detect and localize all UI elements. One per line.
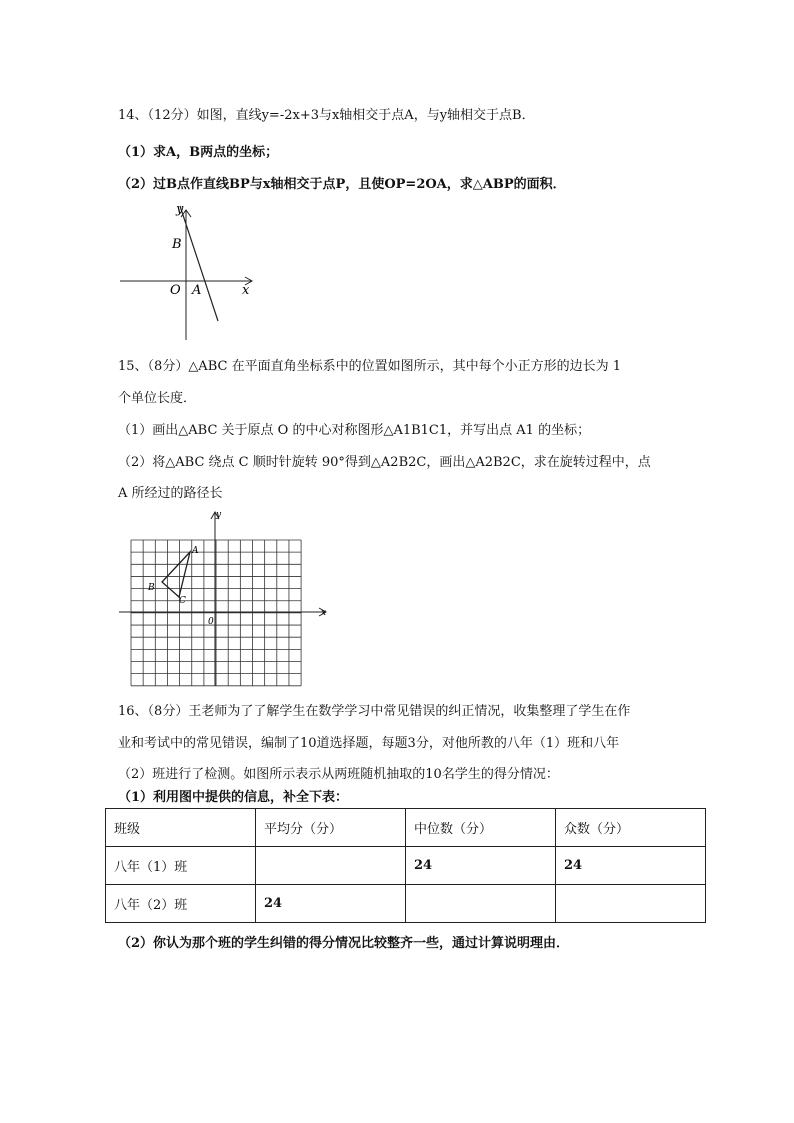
q15-title-cont: 个单位长度． xyxy=(118,391,197,406)
q15-title: 15、（8分）△ABC 在平面直角坐标系中的位置如图所示，其中每个小正方形的边长为 1 xyxy=(118,359,621,374)
q15-part2-cont: A 所经过的路径长 xyxy=(118,486,223,501)
q15-label-O: 0 xyxy=(208,617,214,627)
q14-label-A: A xyxy=(192,283,202,298)
table-cell xyxy=(256,847,406,885)
q16-part1: （1）利用图中提供的信息，补全下表： xyxy=(118,790,349,805)
q16-line2: 业和考试中的常见错误，编制了10道选择题，每题3分，对他所教的八年（1）班和八年 xyxy=(118,736,620,751)
q15-label-x: x xyxy=(321,608,327,618)
table-header-cell: 中位数（分） xyxy=(406,809,556,847)
q14-figure xyxy=(110,200,260,345)
q15-grid xyxy=(131,540,301,686)
table-header-cell: 班级 xyxy=(106,809,256,847)
table-cell: 24 xyxy=(556,847,706,885)
table-header-cell: 众数（分） xyxy=(556,809,706,847)
score-table xyxy=(105,808,706,923)
q14-part1: （1）求A，B两点的坐标； xyxy=(118,145,279,160)
table-header-row xyxy=(106,809,706,847)
table-cell: 24 xyxy=(256,885,406,923)
q14-label-x: x xyxy=(242,283,250,298)
q16-line3: （2）班进行了检测。如图所示表示从两班随机抽取的10名学生的得分情况： xyxy=(118,767,559,782)
table-cell xyxy=(556,885,706,923)
q15-label-B: B xyxy=(148,583,155,593)
table-cell: 24 xyxy=(406,847,556,885)
table-row xyxy=(106,885,706,923)
q15-part2: （2）将△ABC 绕点 C 顺时针旋转 90°得到△A2B2C，画出△A2B2C，求在旋转过程中，点 xyxy=(118,455,651,470)
q14-label-O: O xyxy=(170,283,181,298)
q14-part2: （2）过B点作直线BP与x轴相交于点P，且使OP=2OA，求△ABP的面积． xyxy=(118,177,566,192)
q14-label-B: B xyxy=(172,237,182,252)
q15-label-y: y xyxy=(216,510,222,520)
table-cell: 八年（1）班 xyxy=(106,847,256,885)
q15-figure xyxy=(115,506,335,690)
q15-part1: （1）画出△ABC 关于原点 O 的中心对称图形△A1B1C1，并写出点 A1 的坐标； xyxy=(118,423,591,438)
table-row xyxy=(106,847,706,885)
q14-axes xyxy=(120,210,252,340)
table-cell: 八年（2）班 xyxy=(106,885,256,923)
q15-label-A: A xyxy=(192,546,199,556)
table-cell xyxy=(406,885,556,923)
q14-label-y: y xyxy=(176,202,184,217)
q16-title: 16、（8分）王老师为了了解学生在数学学习中常见错误的纠正情况，收集整理了学生在作 xyxy=(118,704,631,719)
table-header-cell: 平均分（分） xyxy=(256,809,406,847)
q15-axes xyxy=(119,512,326,686)
q14-title: 14、（12分）如图，直线y=-2x+3与x轴相交于点A，与y轴相交于点B． xyxy=(118,108,535,123)
q16-part2: （2）你认为那个班的学生纠错的得分情况比较整齐一些，通过计算说明理由． xyxy=(118,936,570,951)
q15-label-C: C xyxy=(179,596,186,606)
q15-triangle-abc xyxy=(162,552,190,597)
